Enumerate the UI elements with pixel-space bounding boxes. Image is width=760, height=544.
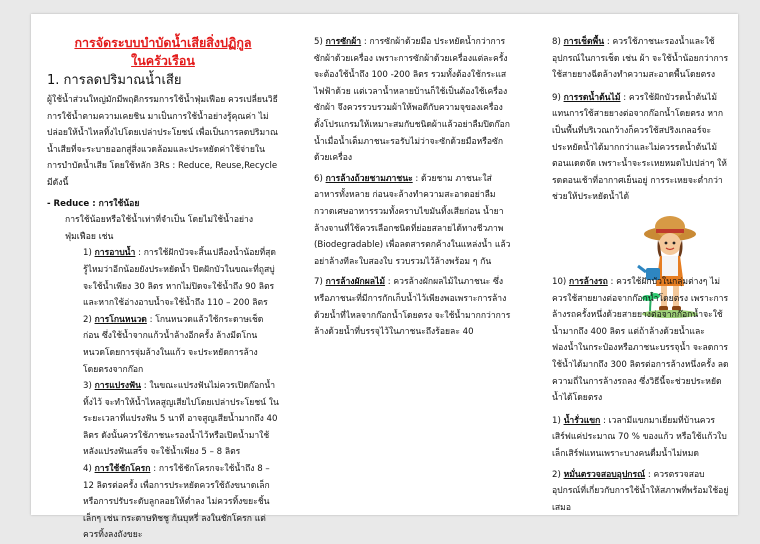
reduce-heading: - Reduce : การใช้น้อย bbox=[47, 198, 140, 209]
column-2 bbox=[284, 34, 514, 341]
item-text: : ควรใช้ภาชนะรองน้ำและใช้อุปกรณ์ในการเช็ด เช่น ผ้า จะใช้น้ำน้อยกว่าการใช้สายยางฉีดล้างทำความสะอาดพื้นโดยตรง bbox=[552, 37, 729, 81]
bullet-number: 2) bbox=[552, 469, 561, 480]
column-1 bbox=[47, 34, 279, 544]
list-item bbox=[47, 312, 279, 378]
list-item bbox=[47, 245, 279, 311]
list-item bbox=[284, 34, 514, 167]
bullet-number: 1) bbox=[552, 415, 561, 426]
list-item bbox=[522, 274, 730, 407]
item-key: การใช้ชักโครก bbox=[94, 464, 151, 475]
bullet-key: น้ำรั่วแขก bbox=[563, 415, 601, 426]
bullet-text: : เวลามีแขกมาเยี่ยมที่บ้านควรเสิร์ฟแค่ประมาณ 70 % ของแก้ว หรือใช้แก้วใบเล็กเสิร์ฟแทนเพราะบางคนดื่มน้ำไม่หมด bbox=[552, 415, 727, 459]
item-number: 1) bbox=[83, 248, 92, 259]
item-number: 10) bbox=[552, 277, 567, 287]
item-key: การอาบน้ำ bbox=[94, 248, 136, 259]
item-key: การรดน้ำต้นไม้ bbox=[563, 92, 621, 103]
item-number: 9) bbox=[552, 92, 561, 103]
section-heading: 1. การลดปริมาณน้ำเสีย bbox=[47, 73, 182, 88]
item-key: การซักผ้า bbox=[325, 37, 362, 47]
item-key: การเช็ดพื้น bbox=[563, 37, 605, 47]
item-number: 8) bbox=[552, 37, 561, 47]
list-item bbox=[284, 274, 514, 340]
list-item bbox=[47, 378, 279, 461]
item-key: การล้างผักผลไม้ bbox=[325, 277, 386, 288]
bullet-item bbox=[522, 413, 730, 463]
bullet-item bbox=[522, 467, 730, 517]
item-text: : การซักผ้าด้วยมือ ประหยัดน้ำกว่าการซักผ้าด้วยเครื่อง เพราะการซักผ้าด้วยเครื่องแต่ละครั้ง จะต้องใช้น้ำถึง 100 -200 ลิตร รวมทั้งต้องใช้กระแสไฟฟ้าด้วย แต่เวลาน้ำหลายบ้านก็ใช้เป็นต้องใช้เครื่องซักผ้า จึงควรรวบรวมผ้าให้พอดีกับความจุของเครื่อง ตั้งโปรแกรมให้เหมาะสมกับชนิดผ้าแล้วอย่าลืมปิดก๊อกน้ำเมื่อน้ำเต็มภาชนะรอรับไม่ว่าจะซักด้วยมือหรือซักด้วยเครื่อง bbox=[314, 37, 510, 164]
document-page bbox=[31, 14, 738, 541]
list-item bbox=[47, 461, 279, 544]
item-text: : ควรใช้ฝักบัวรดน้ำต้นไม้แทนการใช้สายยางต่อจากก๊อกน้ำโดยตรง หากเป็นพื้นที่บริเวณกว้างก็ควรใช้สปริงเกลอร์จะประหยัดน้ำได้มากกว่าและไม่ควรรดน้ำต้นไม้ตอนแดดจัด เพราะน้ำจะระเหยหมดไปเปล่าๆ ให้รดตอนเช้าที่อากาศเย็นอยู่ การระเหยจะต่ำกว่า ช่วยให้ประหยัดน้ำได้ bbox=[552, 92, 727, 203]
item-text: : ควรล้างผักผลไม้ในภาชนะ ซึ่งหรือภาชนะที่มีการกักเก็บน้ำไว้เพียงพอเพราะการล้างด้วยน้ำที่ไหลจากก๊อกน้ำโดยตรง จะใช้น้ำมากกว่าการล้างด้วยน้ำที่บรรจุไว้ในภาชนะถึงร้อยละ 40 bbox=[314, 277, 511, 338]
list-item bbox=[284, 171, 514, 271]
list-item bbox=[522, 90, 730, 206]
item-key: การแปรงฟัน bbox=[94, 381, 141, 392]
item-number: 3) bbox=[83, 381, 92, 392]
document-title-line-1: การจัดระบบบำบัดน้ำเสียสิ่งปฏิกูล bbox=[74, 35, 252, 50]
item-number: 4) bbox=[83, 464, 92, 475]
item-text: : การใช้ชักโครกจะใช้น้ำถึง 8 – 12 ลิตรต่อครั้ง เพื่อการประหยัดควรใช้ถังขนาดเล็กหรือการปรับระดับลูกลอยให้ต่ำลง ไม่ควรทิ้งขยะชิ้นเล็กๆ เช่น กระดาษทิชชู ก้นบุหรี่ ลงในชักโครก แต่ควรทิ้งลงถังขยะ bbox=[83, 464, 270, 541]
item-number: 7) bbox=[314, 277, 323, 288]
item-text: : ด้วยชาม ภาชนะใส่อาหารทั้งหลาย ก่อนจะล้างทำความสะอาดอย่าลืมกวาดเศษอาหารรวมทั้งคราบไขมันทิ้งเสียก่อน น้ำยาล้างจานที่ใช้ควรเลือกชนิดที่ย่อยสลายได้ทางชีวภาพ (Biodegradable) เพื่อลดสารตกค้างในแหล่งน้ำ แล้วอย่าล้างทีละใบสองใบ รวบรวมไว้ล้างพร้อม ๆ กัน bbox=[314, 173, 511, 267]
item-number: 2) bbox=[83, 314, 92, 325]
item-key: การล้างถ้วยชามภาชนะ bbox=[325, 173, 413, 184]
item-text: : ในขณะแปรงฟันไม่ควรเปิดก๊อกน้ำทิ้งไว้ จะทำให้น้ำไหลสูญเสียไปโดยเปล่าประโยชน์ ในระยะเวลาที่แปรงฟัน 5 นาที อาจสูญเสียน้ำมากถึง 40 ลิตร ดังนั้นควรใช้ภาชนะรองน้ำไว้หรือเปิดน้ำมาใช้หลังแปรงฟันเสร็จ จะใช้น้ำเพียง 5 – 8 ลิตร bbox=[83, 381, 279, 458]
item-number: 6) bbox=[314, 173, 323, 184]
item-key: การล้างรถ bbox=[569, 277, 608, 287]
item-text: : โกนหนวดแล้วใช้กระดาษเช็ดก่อน ซึ่งใช้น้ำจากแก้วน้ำล้างอีกครั้ง ล้างมีดโกนหนวดโดยการจุ่มล้างในแก้ว จะประหยัดการล้างโดยตรงจากก๊อก bbox=[83, 314, 264, 375]
bullet-text: : ควรตรวจสอบอุปกรณ์ที่เกี่ยวกับการใช้น้ำให้สภาพที่พร้อมใช้อยู่เสมอ bbox=[552, 469, 729, 513]
document-title-line-2: ในครัวเรือน bbox=[131, 53, 195, 68]
item-text: : ควรใช้ฝักบัวในกลุ่มต่างๆ ไม่ควรใช้สายยางต่อจากก๊อกน้ำโดยตรง เพราะการล้างรถครั้งหนึ่งด้วยสายยางต่อจากก๊อกน้ำจะใช้น้ำมากถึง 400 ลิตร แต่ถ้าล้างด้วยน้ำและฟองน้ำในกระป๋องหรือภาชนะบรรจุน้ำ จะลดการใช้น้ำได้มากถึง 300 ลิตรต่อการล้างหนึ่งครั้ง ลดความถี่ในการล้างรถลง ซึ่งวิธีนี้จะช่วยประหยัดน้ำได้โดยตรง bbox=[552, 277, 729, 404]
item-key: การโกนหนวด bbox=[94, 314, 147, 325]
item-text: : การใช้ฝักบัวจะสิ้นเปลืองน้ำน้อยที่สุด รู้ไหมว่าอีกน้อยยังประหยัดน้ำ ปิดฝักบัวในขณะที่ถูสบู่จะใช้น้ำเพียง 30 ลิตร หากไม่ปิดจะใช้น้ำถึง 90 ลิตร และหากใช้อ่างอาบน้ำจะใช้น้ำถึง 110 – 200 ลิตร bbox=[83, 248, 276, 309]
item-number: 5) bbox=[314, 37, 323, 47]
intro-paragraph: ผู้ใช้น้ำส่วนใหญ่มักมีพฤติกรรมการใช้น้ำฟุ่มเฟือย ควรเปลี่ยนวิธีการใช้น้ำตามความเคยชิน มาเป็นการใช้น้ำอย่างรู้คุณค่า ไม่ปล่อยให้น้ำไหลทิ้งไปโดยเปล่าประโยชน์ เพื่อเป็นการลดปริมาณน้ำเสียที่จะระบายออกสู่สิ่งแวดล้อมและประหยัดค่าใช้จ่ายในการบำบัดน้ำเสีย โดยใช้หลัก 3Rs : Reduce, Reuse,Recycle มีดังนี้ bbox=[47, 95, 278, 188]
column-3-lower bbox=[522, 274, 730, 516]
list-item bbox=[522, 34, 730, 84]
reduce-text: การใช้น้อยหรือใช้น้ำเท่าที่จำเป็น โดยไม่ใช้น้ำอย่างฟุ่มเฟือย เช่น bbox=[65, 215, 254, 242]
bullet-key: หมั่นตรวจสอบอุปกรณ์ bbox=[563, 469, 646, 480]
